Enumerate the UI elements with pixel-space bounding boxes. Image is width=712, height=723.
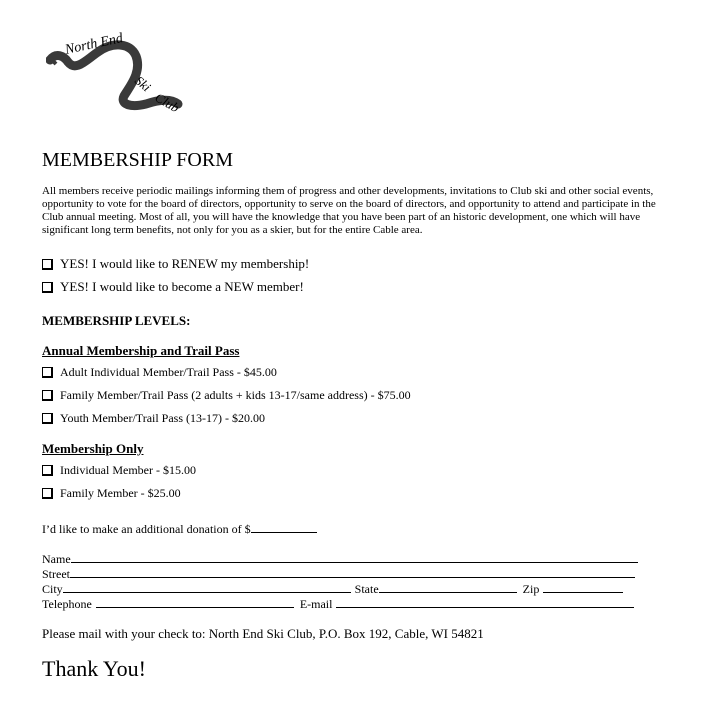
email-label: E-mail	[299, 597, 333, 611]
name-row	[42, 551, 638, 566]
city-row	[42, 581, 623, 596]
thank-you-text: Thank You!	[42, 656, 146, 681]
email-field[interactable]	[336, 596, 634, 608]
ski-ribbon-icon	[46, 30, 186, 120]
city-label: City	[42, 582, 63, 596]
donation-field[interactable]	[251, 521, 317, 533]
city-field[interactable]	[63, 581, 351, 593]
annual-membership-heading: Annual Membership and Trail Pass	[42, 343, 240, 358]
annual-family-label: Family Member/Trail Pass (2 adults + kids 13-17/same address) - $75.00	[60, 388, 411, 402]
telephone-row	[42, 596, 634, 611]
family-label: Family Member - $25.00	[60, 486, 181, 500]
club-logo	[46, 30, 186, 120]
donation-row	[42, 521, 317, 536]
page-title: MEMBERSHIP FORM	[42, 149, 233, 171]
annual-adult-label: Adult Individual Member/Trail Pass - $45.00	[60, 365, 277, 379]
svg-text:North End: North End	[63, 31, 125, 58]
svg-text:Club: Club	[152, 89, 182, 116]
street-label: Street	[42, 567, 70, 581]
street-row	[42, 566, 635, 581]
street-field[interactable]	[70, 566, 635, 578]
membership-option-family[interactable]	[42, 485, 181, 501]
zip-label: Zip	[522, 582, 540, 596]
new-member-option[interactable]	[42, 279, 304, 295]
annual-adult-checkbox[interactable]	[42, 367, 53, 378]
mail-instructions: Please mail with your check to: North End Ski Club, P.O. Box 192, Cable, WI 54821	[42, 626, 484, 641]
name-field[interactable]	[71, 551, 638, 563]
annual-option-adult[interactable]	[42, 364, 277, 380]
renew-option[interactable]	[42, 256, 309, 272]
telephone-field[interactable]	[96, 596, 294, 608]
telephone-label: Telephone	[42, 597, 92, 611]
intro-paragraph: All members receive periodic mailings informing them of progress and other developments, invitations to Club ski and other social events, opportunity to vote for the board of directors, opportunity to serve on the board of directors, and opportunity to attend and participate in the Club annual meeting. Most of all, you will have the knowledge that you have been part of an historic development, one which will have significant long term benefits, not only for you as a skier, but for the entire Cable area.	[42, 185, 656, 236]
name-label: Name	[42, 552, 71, 566]
family-checkbox[interactable]	[42, 488, 53, 499]
new-member-checkbox[interactable]	[42, 282, 53, 293]
membership-levels-heading: MEMBERSHIP LEVELS:	[42, 313, 191, 328]
state-field[interactable]	[379, 581, 517, 593]
membership-option-individual[interactable]	[42, 462, 196, 478]
svg-text:Ski: Ski	[132, 72, 154, 95]
individual-checkbox[interactable]	[42, 465, 53, 476]
new-member-label: YES! I would like to become a NEW member!	[60, 279, 304, 294]
annual-option-youth[interactable]	[42, 410, 265, 426]
annual-family-checkbox[interactable]	[42, 390, 53, 401]
donation-label: I’d like to make an additional donation of $	[42, 522, 251, 536]
individual-label: Individual Member - $15.00	[60, 463, 196, 477]
renew-checkbox[interactable]	[42, 259, 53, 270]
membership-only-heading: Membership Only	[42, 441, 144, 456]
renew-label: YES! I would like to RENEW my membership!	[60, 256, 310, 271]
zip-field[interactable]	[543, 581, 623, 593]
annual-youth-label: Youth Member/Trail Pass (13-17) - $20.00	[60, 411, 266, 425]
state-label: State	[354, 582, 379, 596]
annual-youth-checkbox[interactable]	[42, 413, 53, 424]
annual-option-family[interactable]	[42, 387, 411, 403]
